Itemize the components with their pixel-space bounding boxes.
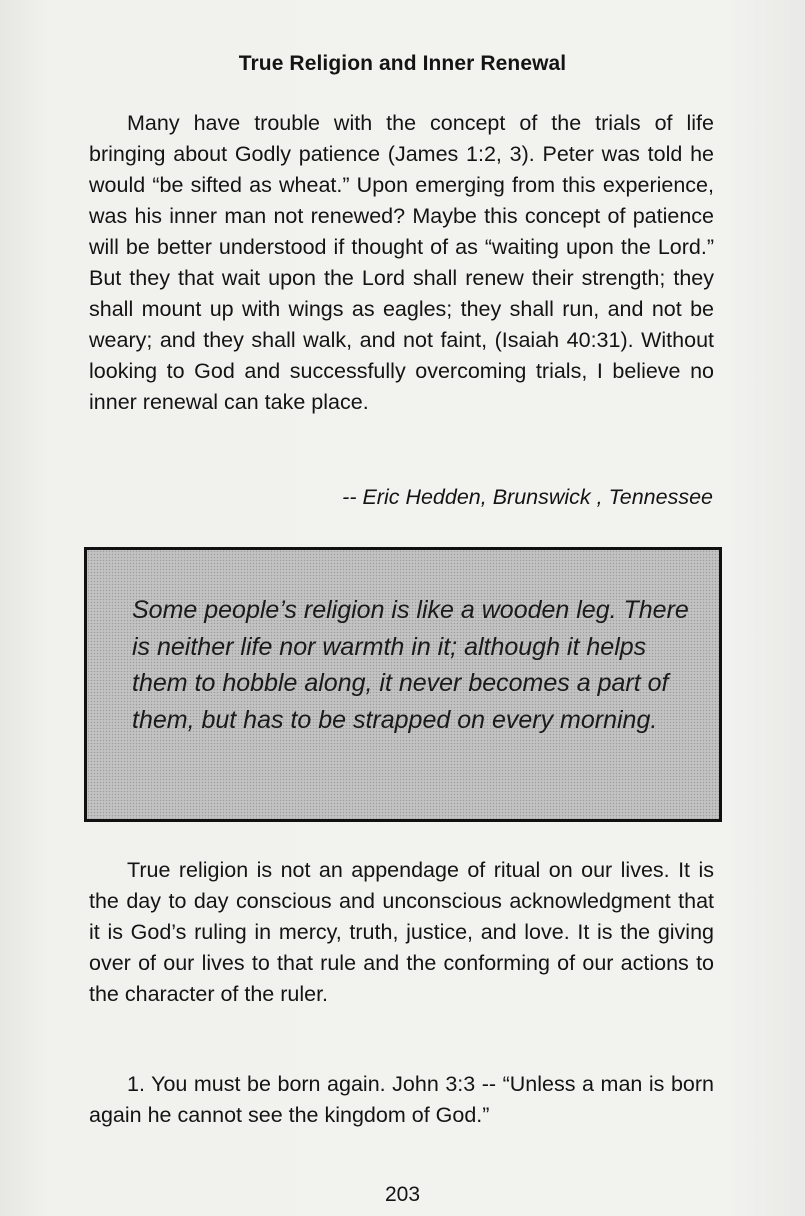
body-paragraph-1: Many have trouble with the concept of the trials of life bringing about Godly patience (James 1:2, 3). Peter was told he would “be sifted as wheat.” Upon emerging from this experience, was his inner man not renewed? Maybe this concept of patience will be better understood if thought of as “waiting upon the Lord.” But they that wait upon the Lord shall renew their strength; they shall mount up with wings as eagles; they shall run, and not be weary; and they shall walk, and not faint, (Isaiah 40:31). Without looking to God and successfully overcoming trials, I believe no inner renewal can take place.: [89, 111, 714, 414]
page-title: True Religion and Inner Renewal: [238, 52, 567, 75]
body-paragraph-2: True religion is not an appendage of ritual on our lives. It is the day to day conscious and unconscious acknowledgment that it is God’s ruling in mercy, truth, justice, and love. It is the giving over of our lives to that rule and the conforming of our actions to the character of the ruler.: [89, 858, 714, 1006]
quote-text: Some people’s religion is like a wooden leg. There is neither life nor warmth in it; although it helps them to hobble along, it never becomes a part of them, but has to be strapped on every morning.: [132, 596, 689, 734]
body-paragraph-3: 1. You must be born again. John 3:3 -- “Unless a man is born again he cannot see the kingdom of God.”: [89, 1072, 714, 1127]
page-number: 203: [384, 1183, 421, 1206]
quote-box: [84, 547, 722, 822]
attribution: -- Eric Hedden, Brunswick , Tennessee: [342, 485, 713, 509]
